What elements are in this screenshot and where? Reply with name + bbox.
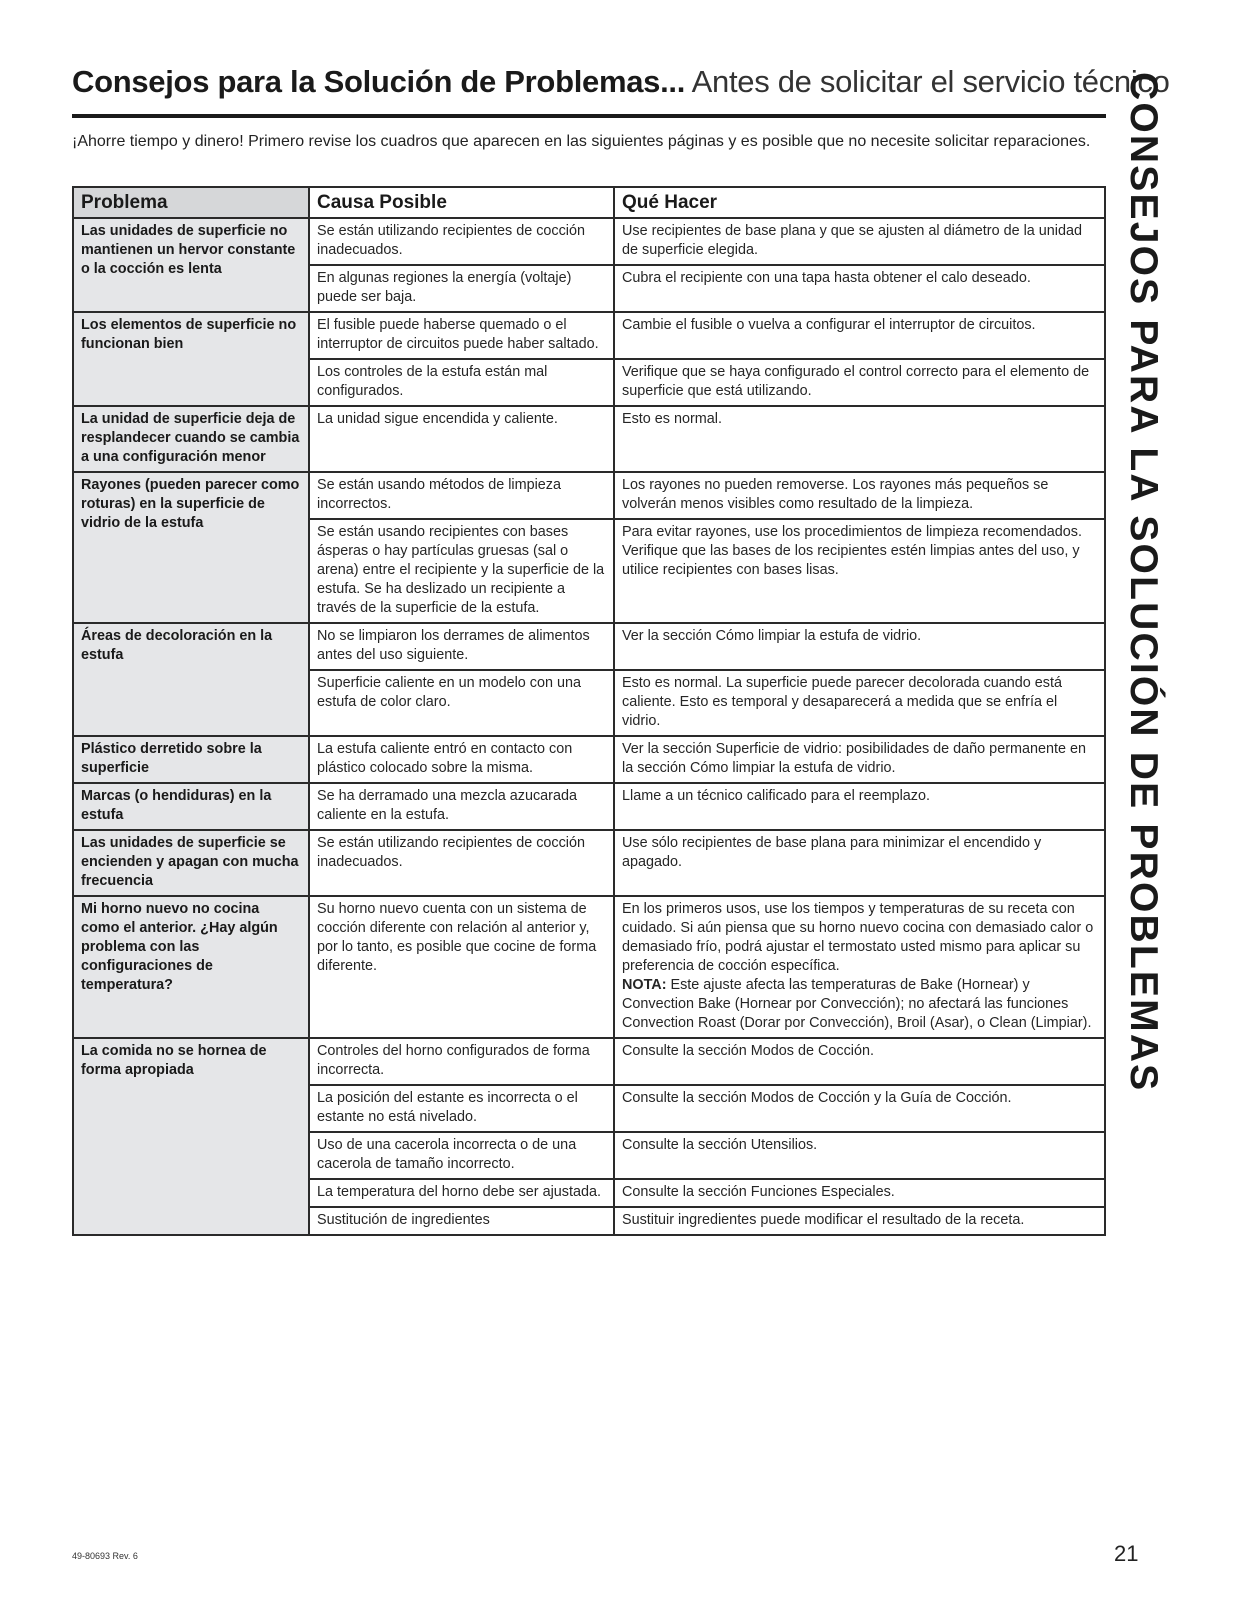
action-cell: Ver la sección Cómo limpiar la estufa de vidrio. — [614, 623, 1105, 670]
problem-cell: Áreas de decoloración en la estufa — [73, 623, 309, 736]
document-code: 49-80693 Rev. 6 — [72, 1551, 138, 1561]
side-section-title — [1108, 72, 1178, 1093]
table-row — [73, 312, 1105, 359]
problem-cell: La comida no se hornea de forma apropiada — [73, 1038, 309, 1235]
table-row — [73, 218, 1105, 265]
problem-cell: Plástico derretido sobre la superficie — [73, 736, 309, 783]
problem-cell: Las unidades de superficie no mantienen un hervor constante o la cocción es lenta — [73, 218, 309, 312]
problem-cell: La unidad de superficie deja de resplandecer cuando se cambia a una configuración menor — [73, 406, 309, 472]
cause-cell: En algunas regiones la energía (voltaje) puede ser baja. — [309, 265, 614, 312]
note-text: Este ajuste afecta las temperaturas de Bake (Hornear) y Convection Bake (Hornear por Convección); no afectará las funciones Convection Roast (Dorar por Convección), Broil (Asar), o Clean (Limpiar). — [622, 977, 1092, 1031]
table-header-row — [73, 187, 1105, 218]
cause-cell: Se ha derramado una mezcla azucarada caliente en la estufa. — [309, 783, 614, 830]
page-title-bold: Consejos para la Solución de Problemas... — [72, 64, 686, 99]
action-cell: Los rayones no pueden removerse. Los rayones más pequeños se volverán menos visibles como resultado de la limpieza. — [614, 472, 1105, 519]
side-section-title-text: CONSEJOS PARA LA SOLUCIÓN DE PROBLEMAS — [1122, 72, 1165, 1093]
header-cause: Causa Posible — [309, 187, 614, 218]
cause-cell: El fusible puede haberse quemado o el interruptor de circuitos puede haber saltado. — [309, 312, 614, 359]
action-cell: Use sólo recipientes de base plana para minimizar el encendido y apagado. — [614, 830, 1105, 896]
action-cell: Esto es normal. — [614, 406, 1105, 472]
table-row — [73, 472, 1105, 519]
table-row — [73, 406, 1105, 472]
action-text: En los primeros usos, use los tiempos y temperaturas de su receta con cuidado. Si aún piensa que su horno nuevo cocina con demasiado calor o demasiado frío, podrá ajustar el termostato usted mismo para aplicar su preferencia de cocción específica. — [622, 901, 1094, 974]
cause-cell: Sustitución de ingredientes — [309, 1207, 614, 1235]
page-title-subtitle: Antes de solicitar el servicio técnico — [685, 64, 1170, 99]
header-action: Qué Hacer — [614, 187, 1105, 218]
table-row — [73, 783, 1105, 830]
page-title — [72, 62, 1170, 102]
note-label: NOTA: — [622, 977, 667, 993]
table-row — [73, 896, 1105, 1038]
cause-cell: Se están usando recipientes con bases ásperas o hay partículas gruesas (sal o arena) entre el recipiente y la superficie de la estufa. Se ha deslizado un recipiente a través de la superficie de la estufa. — [309, 519, 614, 623]
page-number: 21 — [1114, 1541, 1139, 1566]
troubleshooting-table — [72, 186, 1106, 1236]
cause-cell: La posición del estante es incorrecta o el estante no está nivelado. — [309, 1085, 614, 1132]
action-cell — [614, 896, 1105, 1038]
action-cell: Consulte la sección Modos de Cocción y la Guía de Cocción. — [614, 1085, 1105, 1132]
problem-cell: Mi horno nuevo no cocina como el anterior. ¿Hay algún problema con las configuraciones de temperatura? — [73, 896, 309, 1038]
cause-cell: La estufa caliente entró en contacto con plástico colocado sobre la misma. — [309, 736, 614, 783]
cause-cell: Se están utilizando recipientes de cocción inadecuados. — [309, 830, 614, 896]
cause-cell: Se están usando métodos de limpieza incorrectos. — [309, 472, 614, 519]
header-problem: Problema — [73, 187, 309, 218]
table-row — [73, 830, 1105, 896]
action-cell: Verifique que se haya configurado el control correcto para el elemento de superficie que está utilizando. — [614, 359, 1105, 406]
action-cell: Cubra el recipiente con una tapa hasta obtener el calo deseado. — [614, 265, 1105, 312]
cause-cell: Superficie caliente en un modelo con una estufa de color claro. — [309, 670, 614, 736]
cause-cell: Se están utilizando recipientes de cocción inadecuados. — [309, 218, 614, 265]
table-row — [73, 736, 1105, 783]
cause-cell: Uso de una cacerola incorrecta o de una cacerola de tamaño incorrecto. — [309, 1132, 614, 1179]
cause-cell: Controles del horno configurados de forma incorrecta. — [309, 1038, 614, 1085]
action-cell: Consulte la sección Utensilios. — [614, 1132, 1105, 1179]
title-rule — [72, 114, 1106, 118]
action-cell: Sustituir ingredientes puede modificar el resultado de la receta. — [614, 1207, 1105, 1235]
problem-cell: Los elementos de superficie no funcionan bien — [73, 312, 309, 406]
problem-cell: Rayones (pueden parecer como roturas) en la superficie de vidrio de la estufa — [73, 472, 309, 623]
intro-paragraph: ¡Ahorre tiempo y dinero! Primero revise los cuadros que aparecen en las siguientes páginas y es posible que no necesite solicitar reparaciones. — [72, 133, 1091, 150]
action-cell: Use recipientes de base plana y que se ajusten al diámetro de la unidad de superficie elegida. — [614, 218, 1105, 265]
action-cell: Cambie el fusible o vuelva a configurar el interruptor de circuitos. — [614, 312, 1105, 359]
cause-cell: La temperatura del horno debe ser ajustada. — [309, 1179, 614, 1207]
table-row — [73, 623, 1105, 670]
table-row — [73, 1038, 1105, 1085]
cause-cell: Su horno nuevo cuenta con un sistema de cocción diferente con relación al anterior y, por lo tanto, es posible que cocine de forma diferente. — [309, 896, 614, 1038]
problem-cell: Marcas (o hendiduras) en la estufa — [73, 783, 309, 830]
table-body — [73, 218, 1105, 1235]
problem-cell: Las unidades de superficie se encienden y apagan con mucha frecuencia — [73, 830, 309, 896]
cause-cell: No se limpiaron los derrames de alimentos antes del uso siguiente. — [309, 623, 614, 670]
action-cell: Llame a un técnico calificado para el reemplazo. — [614, 783, 1105, 830]
cause-cell: Los controles de la estufa están mal configurados. — [309, 359, 614, 406]
action-cell: Esto es normal. La superficie puede parecer decolorada cuando está caliente. Esto es temporal y desaparecerá a medida que se enfría el vidrio. — [614, 670, 1105, 736]
cause-cell: La unidad sigue encendida y caliente. — [309, 406, 614, 472]
action-cell: Consulte la sección Funciones Especiales. — [614, 1179, 1105, 1207]
action-cell: Ver la sección Superficie de vidrio: posibilidades de daño permanente en la sección Cómo limpiar la estufa de vidrio. — [614, 736, 1105, 783]
action-cell: Para evitar rayones, use los procedimientos de limpieza recomendados. Verifique que las bases de los recipientes estén limpias antes del uso, y utilice recipientes con bases lisas. — [614, 519, 1105, 623]
action-cell: Consulte la sección Modos de Cocción. — [614, 1038, 1105, 1085]
